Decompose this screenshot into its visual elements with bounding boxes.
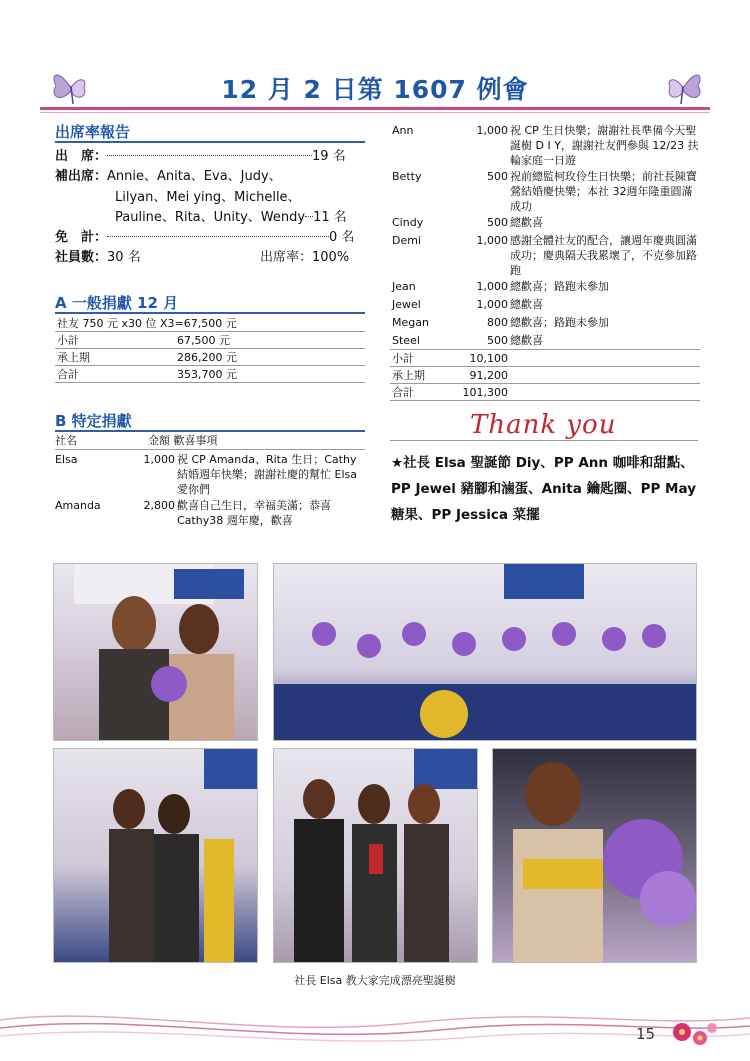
members-label: 社員數： xyxy=(55,250,108,265)
dot-leader xyxy=(107,155,312,156)
section-a-table xyxy=(55,315,365,383)
section-a-heading: A 一般捐獻 12 月 xyxy=(55,294,179,312)
entry-name: Steel xyxy=(392,334,420,347)
list-item xyxy=(392,297,702,314)
table-cell: 社友 750 元 x30 位 X3=67,500 元 xyxy=(55,315,365,332)
thanks-text: ★社長 Elsa 聖誕節 Diy、PP Ann 咖啡和甜點、PP Jewel 豬腳和滷蛋、Anita 鑰匙圈、PP May 糖果、PP Jessica 菜擺 xyxy=(391,455,696,523)
butterfly-right-icon xyxy=(660,64,706,110)
photo-illustration xyxy=(54,564,258,741)
entry-text: 總歡喜 xyxy=(510,334,543,347)
entry-name: Betty xyxy=(392,170,422,183)
entry-name: Demi xyxy=(392,234,422,247)
thank-you-script: Thank you xyxy=(470,410,617,440)
entry-amount: 2,800 xyxy=(143,499,175,512)
makeup-label: 補出席： xyxy=(55,169,108,184)
photo-two-women xyxy=(53,563,258,741)
dot-leader xyxy=(305,216,313,217)
list-item xyxy=(392,315,702,332)
members-value: 30 名 xyxy=(107,250,141,265)
entry-text: 祝 CP 生日快樂；謝謝社長準備今天聖誕樹 D I Y，謝謝社友們參與 12/23 扶輪家庭一日遊 xyxy=(510,124,699,167)
entry-name: Ann xyxy=(392,124,414,137)
photo-president-tree xyxy=(492,748,697,963)
entry-amount: 500 xyxy=(487,216,508,229)
table-row xyxy=(390,384,700,401)
photo-illustration xyxy=(493,749,697,963)
present-label: 出 席： xyxy=(55,149,108,164)
makeup-line2: Lilyan、Mei ying、Michelle、 xyxy=(115,190,301,205)
entry-text: 總歡喜 xyxy=(510,298,543,311)
entry-amount: 1,000 xyxy=(476,280,508,293)
table-cell xyxy=(510,384,700,401)
attendance-exempt xyxy=(55,227,354,248)
entry-amount: 1,000 xyxy=(476,234,508,247)
photo-illustration xyxy=(274,749,478,963)
table-cell: 合計 xyxy=(390,384,450,401)
table-row xyxy=(390,350,700,367)
entry-amount: 800 xyxy=(487,316,508,329)
attendance-heading-rule xyxy=(55,141,365,143)
list-item xyxy=(55,498,365,530)
rate-label: 出席率： xyxy=(260,250,313,265)
makeup-line3: Pauline、Rita、Unity、Wendy xyxy=(115,210,306,225)
entry-text: 總歡喜；路跑未參加 xyxy=(510,280,609,293)
entry-name: Jean xyxy=(392,280,416,293)
table-cell: 91,200 xyxy=(450,367,510,384)
col-name-header: 社名 xyxy=(55,434,77,447)
entry-amount: 1,000 xyxy=(476,124,508,137)
entry-text: 歡喜自己生日，幸福美滿；恭喜Cathy38 週年慶，歡喜 xyxy=(177,499,331,527)
entry-amount: 500 xyxy=(487,334,508,347)
title-rule-thin xyxy=(40,112,710,113)
photo-caption: 社長 Elsa 教大家完成漂亮聖誕樹 xyxy=(294,974,456,987)
thank-you-rule xyxy=(390,440,698,441)
entry-name: Amanda xyxy=(55,499,101,512)
section-b-rule xyxy=(55,430,365,432)
section-b-heading: B 特定捐獻 xyxy=(55,412,132,430)
right-totals-table xyxy=(390,350,700,401)
entry-text: 祝 CP Amanda、Rita 生日；Cathy 結婚週年快樂；謝謝社慶的幫忙 Elsa 愛你們 xyxy=(177,453,357,496)
attendance-present xyxy=(55,146,346,167)
table-cell: 合計 xyxy=(55,366,175,383)
table-cell xyxy=(510,367,700,384)
table-row xyxy=(55,315,365,332)
title-rule xyxy=(40,107,710,110)
table-cell: 承上期 xyxy=(390,367,450,384)
table-row xyxy=(55,332,365,349)
table-row xyxy=(55,366,365,383)
present-value: 19 名 xyxy=(312,149,346,164)
col-amount-header: 金額 歡喜事項 xyxy=(148,434,218,447)
list-item xyxy=(392,279,702,296)
entry-amount: 500 xyxy=(487,170,508,183)
table-cell: 小計 xyxy=(390,350,450,367)
exempt-value: 0 名 xyxy=(329,230,355,245)
rate-value: 100% xyxy=(312,250,350,265)
entry-amount: 1,000 xyxy=(143,453,175,466)
photo-three-women xyxy=(53,748,258,963)
photo-illustration xyxy=(54,749,258,963)
table-row xyxy=(390,367,700,384)
entry-text: 總歡喜 xyxy=(510,216,543,229)
photo-illustration xyxy=(274,564,697,741)
list-item xyxy=(392,333,702,350)
flower-icon xyxy=(662,1014,722,1054)
section-a-rule xyxy=(55,312,365,314)
entry-text: 總歡喜；路跑未參加 xyxy=(510,316,609,329)
entry-amount: 1,000 xyxy=(476,298,508,311)
table-cell: 286,200 元 xyxy=(175,349,365,366)
page-title: 12 月 2 日第 1607 例會 xyxy=(221,75,529,104)
exempt-label: 免 計： xyxy=(55,230,108,245)
section-b-header xyxy=(55,433,365,449)
makeup-line1: Annie、Anita、Eva、Judy、 xyxy=(107,169,282,184)
entry-name: Cindy xyxy=(392,216,424,229)
list-item xyxy=(392,169,702,215)
table-cell: 67,500 元 xyxy=(175,332,365,349)
attendance-makeup xyxy=(55,166,282,187)
list-item xyxy=(392,215,702,232)
entry-name: Megan xyxy=(392,316,429,329)
table-cell xyxy=(510,350,700,367)
photo-group xyxy=(273,563,697,741)
table-cell: 承上期 xyxy=(55,349,175,366)
header-rule xyxy=(55,449,365,450)
attendance-makeup-last xyxy=(115,207,347,228)
page-number: 15 xyxy=(636,1025,656,1043)
table-cell: 10,100 xyxy=(450,350,510,367)
table-cell: 353,700 元 xyxy=(175,366,365,383)
entry-name: Elsa xyxy=(55,453,78,466)
table-cell: 小計 xyxy=(55,332,175,349)
table-cell: 101,300 xyxy=(450,384,510,401)
attendance-heading: 出席率報告 xyxy=(55,123,131,141)
attendance-rate xyxy=(260,247,349,268)
list-item xyxy=(392,233,702,279)
list-item xyxy=(392,123,702,169)
dot-leader xyxy=(107,236,329,237)
photo-three-members xyxy=(273,748,478,963)
entry-text: 感謝全體社友的配合，讓週年慶典圓滿成功；慶典隔天我累壞了，不克參加路跑 xyxy=(510,234,697,277)
makeup-value: 11 名 xyxy=(313,210,347,225)
entry-name: Jewel xyxy=(392,298,421,311)
attendance-members xyxy=(55,247,141,268)
list-item xyxy=(55,452,365,498)
entry-text: 祝前總監柯玫伶生日快樂；前社長陳寶鶯結婚慶快樂；本社 32週年隆重圓滿成功 xyxy=(510,170,697,213)
table-row xyxy=(55,349,365,366)
